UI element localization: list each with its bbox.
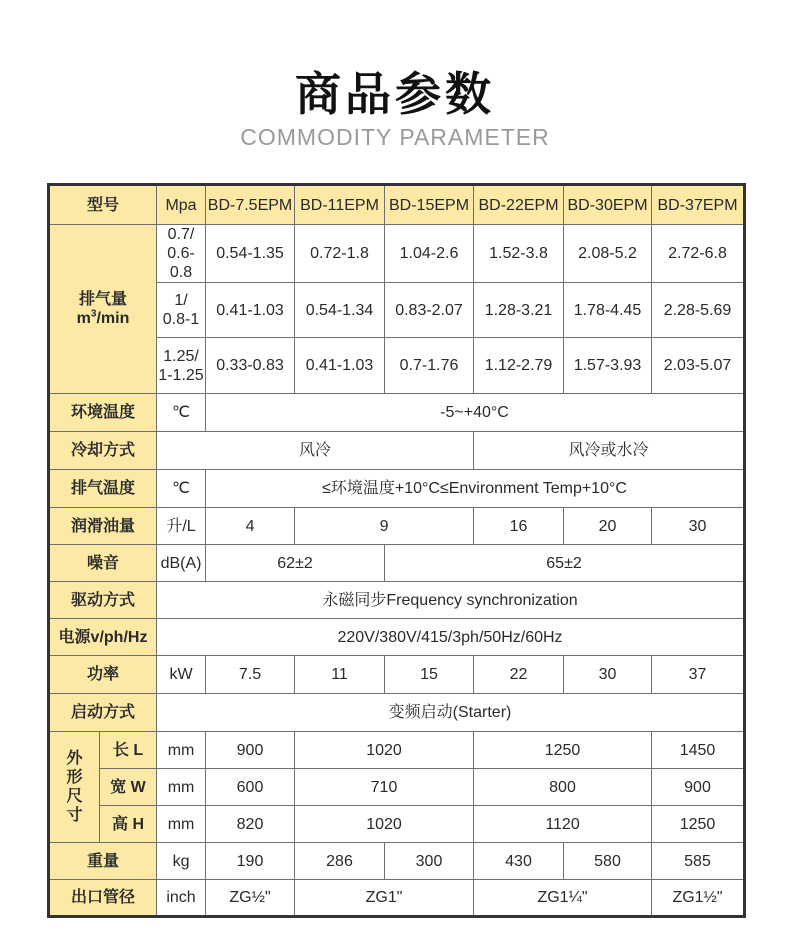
power-supply-value: 220V/380V/415/3ph/50Hz/60Hz bbox=[157, 619, 745, 656]
pressure-cell: 0.7/ 0.6-0.8 bbox=[157, 225, 206, 283]
page-title: 商品参数 bbox=[295, 67, 495, 121]
displacement-value: 1.28-3.21 bbox=[474, 283, 564, 338]
displacement-value: 1.04-2.6 bbox=[385, 225, 474, 283]
ambient-temp-row bbox=[49, 394, 745, 432]
width-unit: mm bbox=[157, 769, 206, 806]
model-name: BD-37EPM bbox=[652, 185, 745, 225]
noise-row bbox=[49, 545, 745, 582]
exhaust-temp-label: 排气温度 bbox=[49, 470, 157, 508]
weight-label: 重量 bbox=[49, 843, 157, 880]
displacement-value: 0.41-1.03 bbox=[206, 283, 295, 338]
oil-value: 16 bbox=[474, 508, 564, 545]
oil-value: 9 bbox=[295, 508, 474, 545]
displacement-value: 1.57-3.93 bbox=[564, 338, 652, 394]
displacement-value: 2.28-5.69 bbox=[652, 283, 745, 338]
displacement-value: 2.03-5.07 bbox=[652, 338, 745, 394]
height-label: 高 H bbox=[100, 806, 157, 843]
power-value: 11 bbox=[295, 656, 385, 694]
power-unit: kW bbox=[157, 656, 206, 694]
displacement-value: 0.83-2.07 bbox=[385, 283, 474, 338]
pressure-unit: Mpa bbox=[157, 185, 206, 225]
displacement-value: 1.52-3.8 bbox=[474, 225, 564, 283]
length-unit: mm bbox=[157, 732, 206, 769]
power-value: 22 bbox=[474, 656, 564, 694]
oil-value: 4 bbox=[206, 508, 295, 545]
power-value: 7.5 bbox=[206, 656, 295, 694]
displacement-value: 0.54-1.35 bbox=[206, 225, 295, 283]
displacement-value: 1.78-4.45 bbox=[564, 283, 652, 338]
displacement-value: 1.12-2.79 bbox=[474, 338, 564, 394]
width-row bbox=[49, 769, 745, 806]
height-value: 1120 bbox=[474, 806, 652, 843]
drive-label: 驱动方式 bbox=[49, 582, 157, 619]
width-value: 900 bbox=[652, 769, 745, 806]
weight-value: 580 bbox=[564, 843, 652, 880]
model-name: BD-11EPM bbox=[295, 185, 385, 225]
displacement-value: 2.08-5.2 bbox=[564, 225, 652, 283]
cooling-label: 冷却方式 bbox=[49, 432, 157, 470]
dimensions-group-label: 外 形 尺 寸 bbox=[49, 732, 100, 843]
displacement-label bbox=[49, 225, 157, 394]
height-unit: mm bbox=[157, 806, 206, 843]
oil-label: 润滑油量 bbox=[49, 508, 157, 545]
spec-table bbox=[47, 183, 746, 918]
exhaust-temp-row bbox=[49, 470, 745, 508]
power-supply-row bbox=[49, 619, 745, 656]
power-label: 功率 bbox=[49, 656, 157, 694]
start-value: 变频启动(Starter) bbox=[157, 694, 745, 732]
ambient-temp-label: 环境温度 bbox=[49, 394, 157, 432]
pressure-cell: 1/ 0.8-1 bbox=[157, 283, 206, 338]
cooling-row bbox=[49, 432, 745, 470]
start-row bbox=[49, 694, 745, 732]
width-value: 800 bbox=[474, 769, 652, 806]
ambient-temp-unit: ℃ bbox=[157, 394, 206, 432]
weight-value: 300 bbox=[385, 843, 474, 880]
displacement-value: 0.7-1.76 bbox=[385, 338, 474, 394]
width-value: 600 bbox=[206, 769, 295, 806]
displacement-value: 0.72-1.8 bbox=[295, 225, 385, 283]
model-label: 型号 bbox=[49, 185, 157, 225]
outlet-value: ZG1½" bbox=[652, 880, 745, 917]
weight-value: 430 bbox=[474, 843, 564, 880]
displacement-row bbox=[49, 225, 745, 283]
page-subtitle: COMMODITY PARAMETER bbox=[240, 124, 550, 150]
drive-value: 永磁同步Frequency synchronization bbox=[157, 582, 745, 619]
model-name: BD-30EPM bbox=[564, 185, 652, 225]
outlet-value: ZG1" bbox=[295, 880, 474, 917]
height-value: 1250 bbox=[652, 806, 745, 843]
weight-value: 286 bbox=[295, 843, 385, 880]
exhaust-temp-value: ≤环境温度+10°C≤Environment Temp+10°C bbox=[206, 470, 745, 508]
noise-value-low: 62±2 bbox=[206, 545, 385, 582]
model-name: BD-22EPM bbox=[474, 185, 564, 225]
weight-unit: kg bbox=[157, 843, 206, 880]
oil-row bbox=[49, 508, 745, 545]
power-row bbox=[49, 656, 745, 694]
displacement-unit-tail: /min bbox=[96, 310, 130, 327]
weight-value: 190 bbox=[206, 843, 295, 880]
width-value: 710 bbox=[295, 769, 474, 806]
oil-value: 30 bbox=[652, 508, 745, 545]
ambient-temp-value: -5~+40°C bbox=[206, 394, 745, 432]
displacement-value: 0.54-1.34 bbox=[295, 283, 385, 338]
cooling-value-air-water: 风冷或水冷 bbox=[474, 432, 745, 470]
start-label: 启动方式 bbox=[49, 694, 157, 732]
displacement-value: 2.72-6.8 bbox=[652, 225, 745, 283]
power-value: 15 bbox=[385, 656, 474, 694]
height-value: 820 bbox=[206, 806, 295, 843]
power-value: 37 bbox=[652, 656, 745, 694]
outlet-value: ZG1¼" bbox=[474, 880, 652, 917]
outlet-unit: inch bbox=[157, 880, 206, 917]
outlet-value: ZG½" bbox=[206, 880, 295, 917]
length-value: 1450 bbox=[652, 732, 745, 769]
oil-unit: 升/L bbox=[157, 508, 206, 545]
length-value: 1020 bbox=[295, 732, 474, 769]
pressure-cell: 1.25/ 1-1.25 bbox=[157, 338, 206, 394]
displacement-value: 0.33-0.83 bbox=[206, 338, 295, 394]
displacement-label-line1: 排气量 bbox=[79, 291, 128, 308]
length-value: 900 bbox=[206, 732, 295, 769]
displacement-unit-sup: 3 bbox=[90, 308, 97, 320]
outlet-label: 出口管径 bbox=[49, 880, 157, 917]
noise-unit: dB(A) bbox=[157, 545, 206, 582]
drive-row bbox=[49, 582, 745, 619]
noise-value-high: 65±2 bbox=[385, 545, 745, 582]
displacement-unit-base: m bbox=[76, 310, 91, 327]
length-row bbox=[49, 732, 745, 769]
oil-value: 20 bbox=[564, 508, 652, 545]
power-supply-label: 电源v/ph/Hz bbox=[49, 619, 157, 656]
height-value: 1020 bbox=[295, 806, 474, 843]
model-name: BD-15EPM bbox=[385, 185, 474, 225]
width-label: 宽 W bbox=[100, 769, 157, 806]
outlet-row bbox=[49, 880, 745, 917]
model-name: BD-7.5EPM bbox=[206, 185, 295, 225]
length-value: 1250 bbox=[474, 732, 652, 769]
displacement-value: 0.41-1.03 bbox=[295, 338, 385, 394]
cooling-value-air: 风冷 bbox=[157, 432, 474, 470]
length-label: 长 L bbox=[100, 732, 157, 769]
noise-label: 噪音 bbox=[49, 545, 157, 582]
exhaust-temp-unit: ℃ bbox=[157, 470, 206, 508]
weight-value: 585 bbox=[652, 843, 745, 880]
model-row bbox=[49, 185, 745, 225]
power-value: 30 bbox=[564, 656, 652, 694]
height-row bbox=[49, 806, 745, 843]
weight-row bbox=[49, 843, 745, 880]
